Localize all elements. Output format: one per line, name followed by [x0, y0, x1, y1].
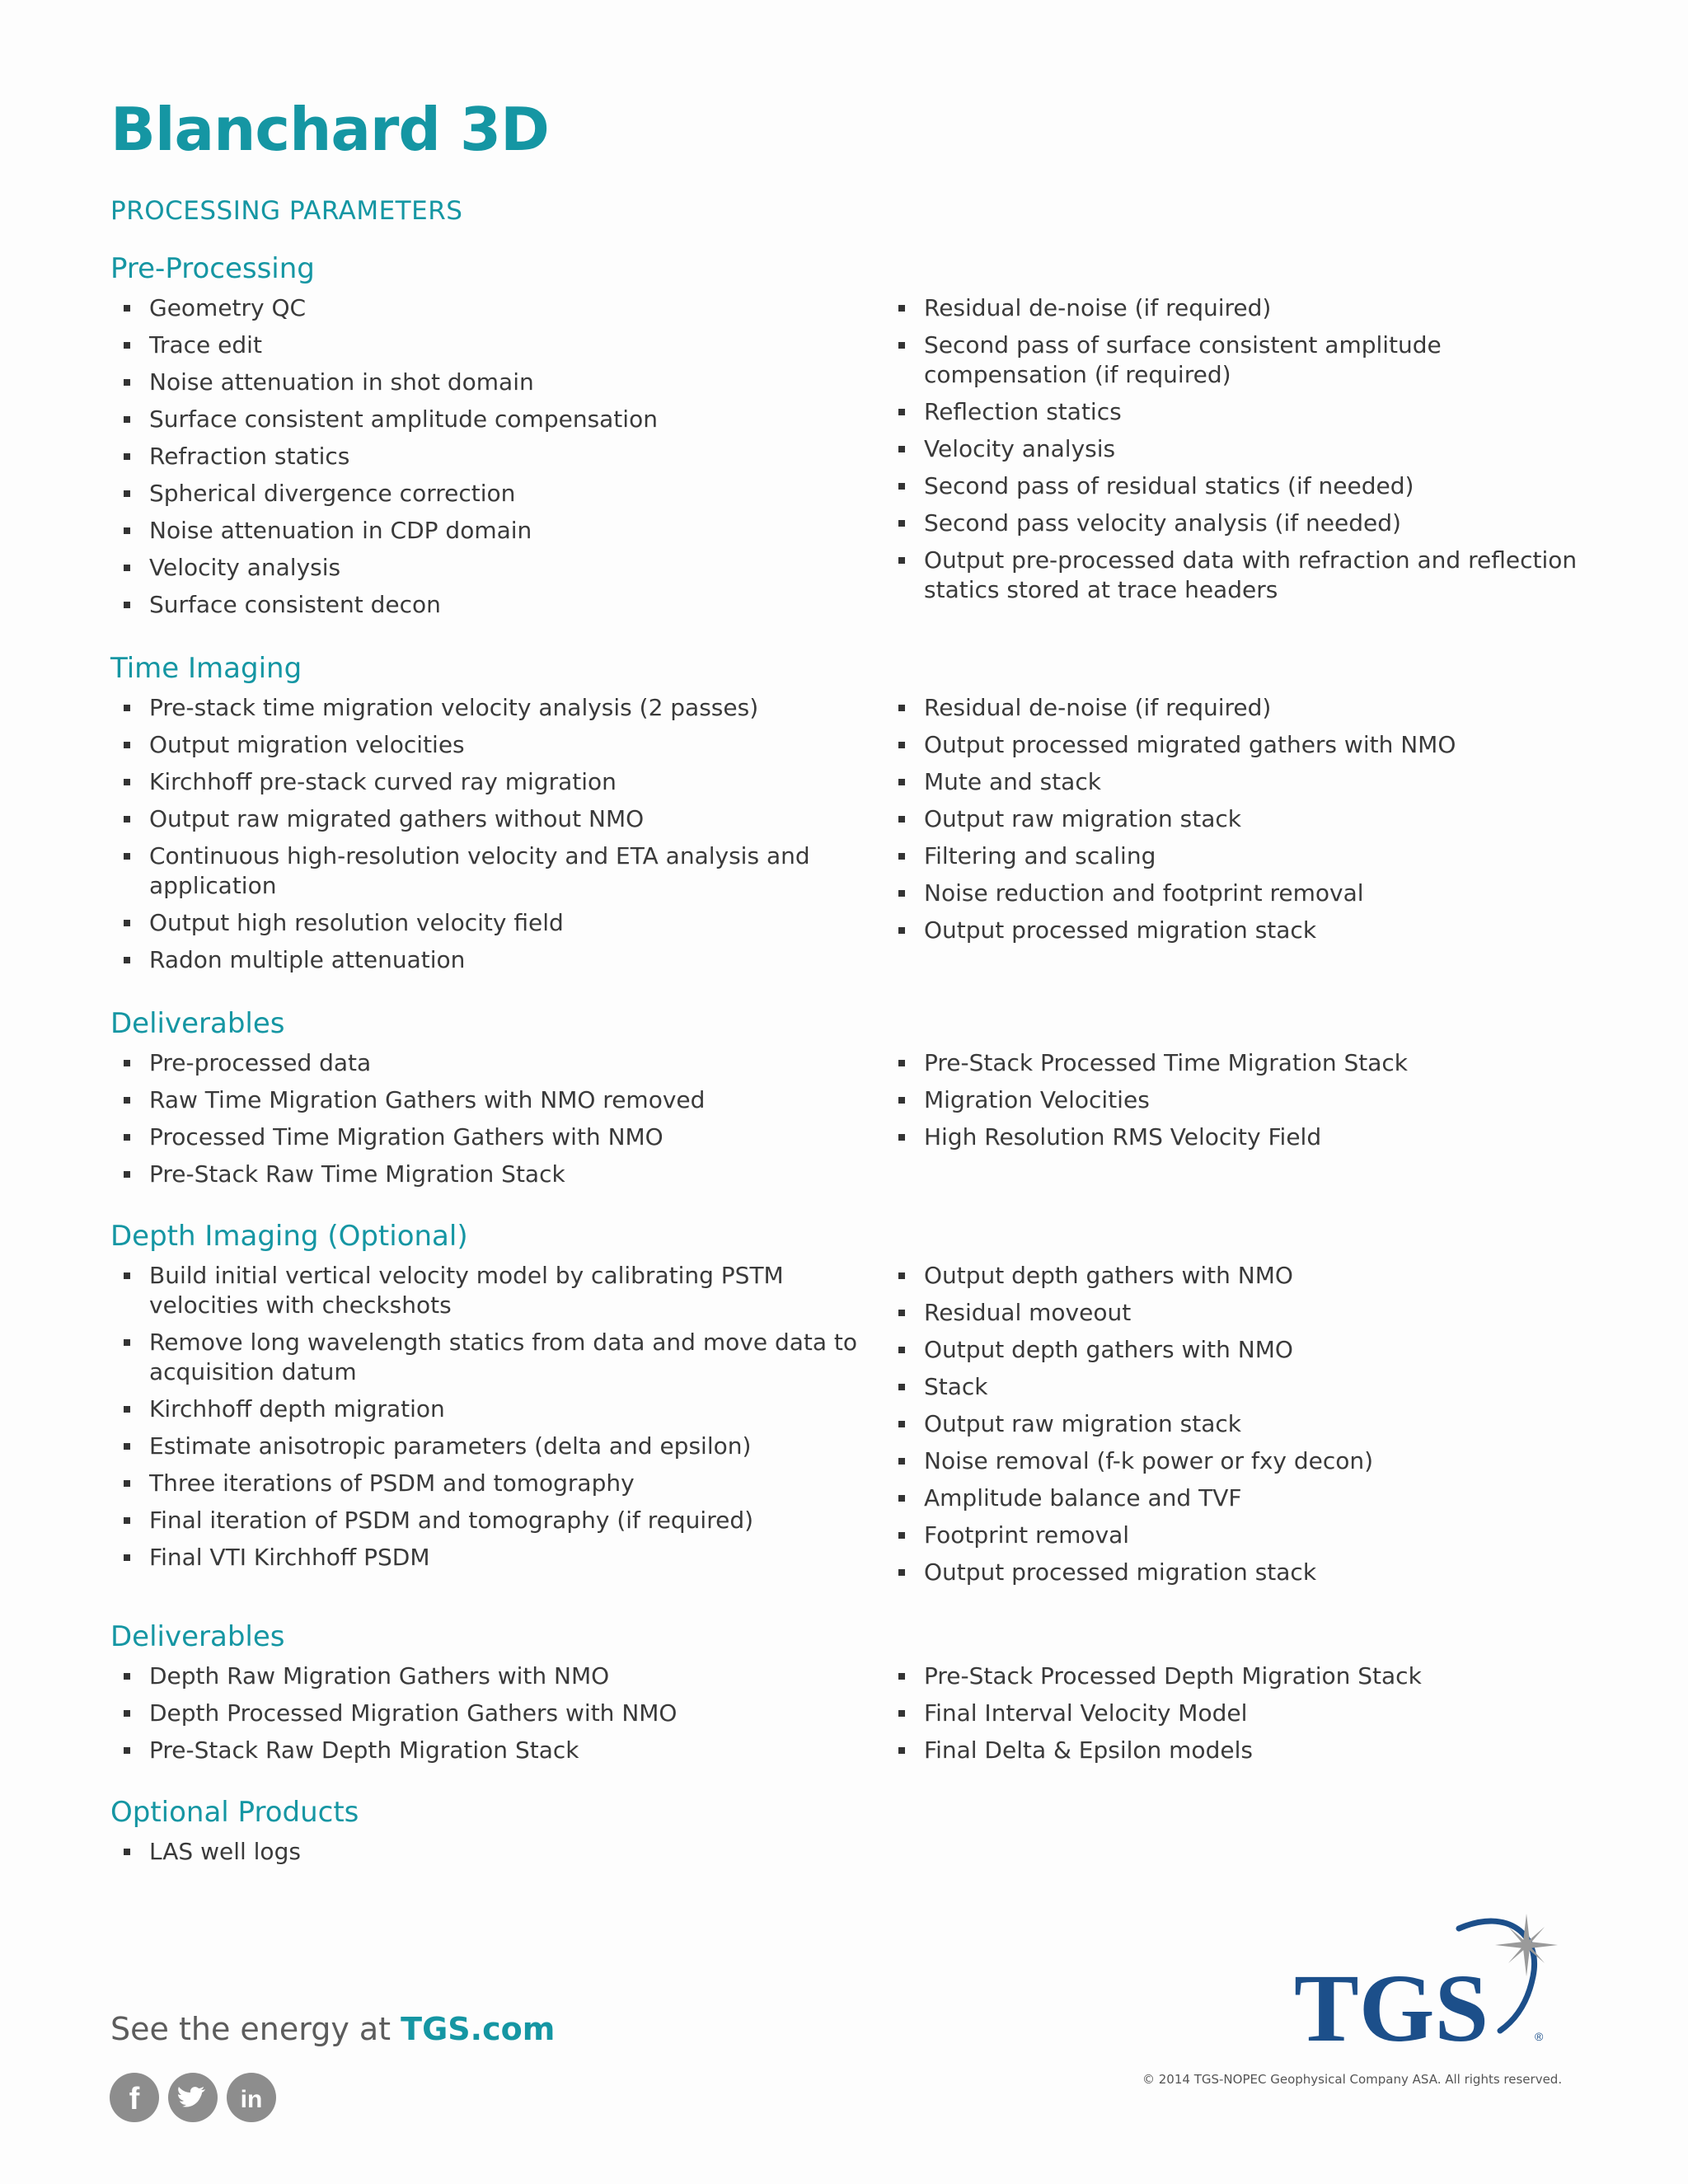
bullet-list-right: [885, 293, 1578, 627]
bullet-list-right: [885, 1661, 1578, 1773]
bullet-item: Pre-stack time migration velocity analysis (2 passes): [110, 693, 885, 723]
linkedin-icon[interactable]: [227, 2073, 276, 2122]
bullet-item: Pre-Stack Processed Depth Migration Stack: [885, 1661, 1578, 1691]
section-deliverables-time: [110, 1004, 1578, 1197]
copyright-notice: © 2014 TGS-NOPEC Geophysical Company ASA. All rights reserved.: [1142, 2072, 1563, 2087]
section-heading: Deliverables: [110, 1620, 285, 1653]
bullet-item: Continuous high-resolution velocity and ETA analysis and application: [110, 841, 885, 901]
bullet-item: Velocity analysis: [885, 434, 1578, 464]
bullet-item: Three iterations of PSDM and tomography: [110, 1469, 885, 1498]
bullet-item: Residual de-noise (if required): [885, 293, 1578, 323]
bullet-item: Output processed migration stack: [885, 916, 1578, 945]
bullet-list-left: [110, 1048, 885, 1197]
bullet-item: Build initial vertical velocity model by calibrating PSTM velocities with checkshots: [110, 1261, 885, 1320]
bullet-item: Remove long wavelength statics from data and move data to acquisition datum: [110, 1328, 885, 1387]
bullet-item: Stack: [885, 1372, 1578, 1402]
page-subtitle: PROCESSING PARAMETERS: [110, 196, 463, 226]
section-time-imaging: [110, 649, 1578, 982]
section-heading: Deliverables: [110, 1007, 285, 1040]
section-deliverables-depth: [110, 1617, 1578, 1773]
tagline-text: See the energy at: [110, 2011, 401, 2047]
bullet-item: Migration Velocities: [885, 1085, 1578, 1115]
bullet-item: Output processed migration stack: [885, 1558, 1578, 1587]
bullet-item: Processed Time Migration Gathers with NMO: [110, 1122, 885, 1152]
bullet-item: Surface consistent amplitude compensation: [110, 405, 885, 434]
bullet-item: Pre-Stack Processed Time Migration Stack: [885, 1048, 1578, 1078]
bullet-item: Noise reduction and footprint removal: [885, 879, 1578, 908]
bullet-list-left: [110, 693, 885, 982]
bullet-item: Mute and stack: [885, 767, 1578, 797]
bullet-item: Noise attenuation in CDP domain: [110, 516, 885, 546]
bullet-item: Amplitude balance and TVF: [885, 1483, 1578, 1513]
social-icons: [110, 2073, 276, 2122]
bullet-item: Output pre-processed data with refraction and reflection statics stored at trace headers: [885, 546, 1578, 605]
bullet-item: Filtering and scaling: [885, 841, 1578, 871]
section-heading: Time Imaging: [110, 652, 302, 685]
bullet-item: Residual de-noise (if required): [885, 693, 1578, 723]
bullet-item: Pre-Stack Raw Time Migration Stack: [110, 1160, 885, 1189]
svg-text:f: f: [129, 2082, 140, 2116]
footer-tagline: [110, 2011, 555, 2047]
section-heading: Pre-Processing: [110, 252, 315, 285]
bullet-item: Final VTI Kirchhoff PSDM: [110, 1543, 885, 1572]
bullet-item: Output processed migrated gathers with NMO: [885, 730, 1578, 760]
svg-text:®: ®: [1535, 2030, 1544, 2043]
bullet-item: Trace edit: [110, 330, 885, 360]
section-heading: Depth Imaging (Optional): [110, 1220, 468, 1253]
bullet-item: Depth Processed Migration Gathers with NMO: [110, 1699, 885, 1728]
bullet-item: Output depth gathers with NMO: [885, 1261, 1578, 1291]
bullet-item: Noise removal (f-k power or fxy decon): [885, 1446, 1578, 1476]
bullet-item: LAS well logs: [110, 1837, 885, 1867]
bullet-item: Residual moveout: [885, 1298, 1578, 1328]
bullet-item: Pre-Stack Raw Depth Migration Stack: [110, 1736, 885, 1765]
bullet-item: Output raw migration stack: [885, 804, 1578, 834]
bullet-list-right: [885, 1837, 1578, 1874]
bullet-list-left: [110, 1661, 885, 1773]
logo-text: TGS: [1294, 1954, 1489, 2050]
bullet-item: Spherical divergence correction: [110, 479, 885, 509]
facebook-icon[interactable]: [110, 2073, 159, 2122]
bullet-item: Output depth gathers with NMO: [885, 1335, 1578, 1365]
bullet-item: Depth Raw Migration Gathers with NMO: [110, 1661, 885, 1691]
bullet-item: Velocity analysis: [110, 553, 885, 583]
bullet-item: Surface consistent decon: [110, 590, 885, 620]
bullet-list-left: [110, 1837, 885, 1874]
bullet-item: Reflection statics: [885, 397, 1578, 427]
bullet-item: Final Delta & Epsilon models: [885, 1736, 1578, 1765]
tgs-logo: [1294, 1910, 1591, 2050]
bullet-item: Radon multiple attenuation: [110, 945, 885, 975]
bullet-item: High Resolution RMS Velocity Field: [885, 1122, 1578, 1152]
bullet-item: Footprint removal: [885, 1521, 1578, 1550]
section-depth-imaging: [110, 1216, 1578, 1595]
bullet-list-right: [885, 693, 1578, 982]
page-title: Blanchard 3D: [110, 95, 549, 164]
bullet-list-right: [885, 1048, 1578, 1197]
bullet-item: Final Interval Velocity Model: [885, 1699, 1578, 1728]
twitter-icon[interactable]: [168, 2073, 218, 2122]
bullet-item: Noise attenuation in shot domain: [110, 368, 885, 397]
bullet-item: Second pass of surface consistent amplitude compensation (if required): [885, 330, 1578, 390]
bullet-item: Second pass velocity analysis (if needed): [885, 509, 1578, 538]
bullet-item: Estimate anisotropic parameters (delta and epsilon): [110, 1432, 885, 1461]
section-heading: Optional Products: [110, 1796, 359, 1829]
bullet-item: Output high resolution velocity field: [110, 908, 885, 938]
section-pre-processing: [110, 249, 1578, 627]
bullet-list-left: [110, 293, 885, 627]
bullet-item: Raw Time Migration Gathers with NMO removed: [110, 1085, 885, 1115]
bullet-item: Pre-processed data: [110, 1048, 885, 1078]
bullet-item: Output raw migration stack: [885, 1409, 1578, 1439]
bullet-item: Kirchhoff pre-stack curved ray migration: [110, 767, 885, 797]
bullet-list-right: [885, 1261, 1578, 1595]
bullet-item: Kirchhoff depth migration: [110, 1394, 885, 1424]
bullet-list-left: [110, 1261, 885, 1595]
bullet-item: Refraction statics: [110, 442, 885, 471]
bullet-item: Output migration velocities: [110, 730, 885, 760]
bullet-item: Output raw migrated gathers without NMO: [110, 804, 885, 834]
bullet-item: Final iteration of PSDM and tomography (if required): [110, 1506, 885, 1535]
bullet-item: Geometry QC: [110, 293, 885, 323]
svg-text:in: in: [240, 2086, 263, 2113]
section-optional-products: [110, 1793, 1578, 1874]
website-link[interactable]: TGS.com: [401, 2011, 556, 2047]
bullet-item: Second pass of residual statics (if needed): [885, 471, 1578, 501]
